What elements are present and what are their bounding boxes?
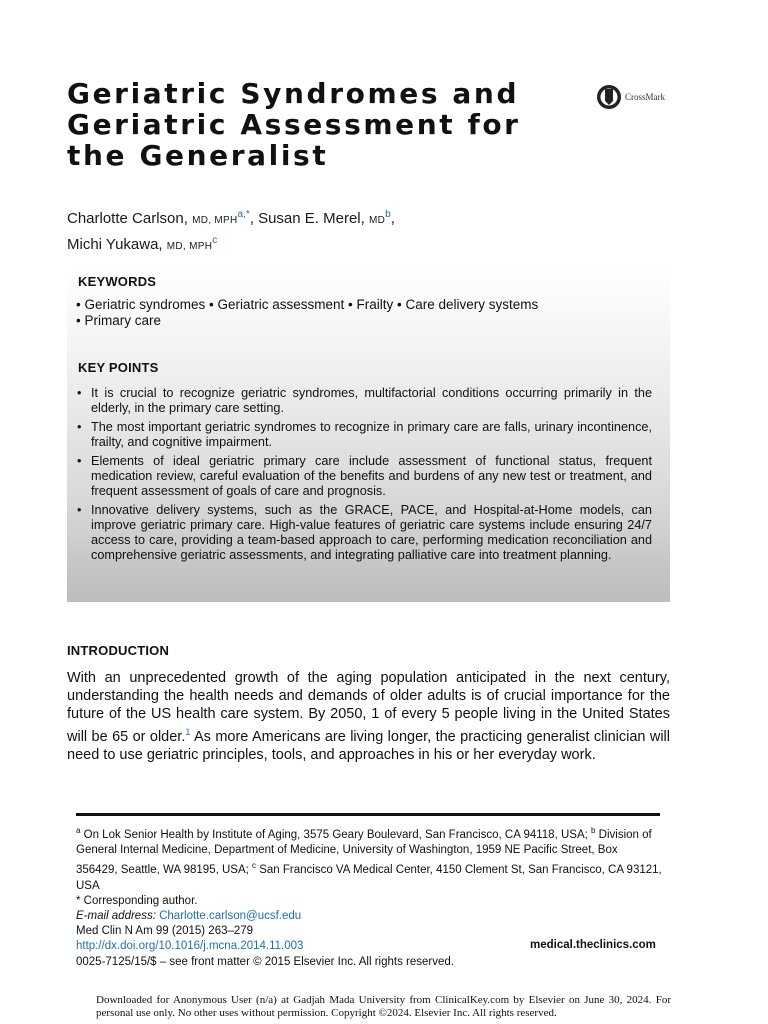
citation-block xyxy=(76,924,454,970)
doi-link[interactable]: http://dx.doi.org/10.1016/j.mcna.2014.11.003 xyxy=(76,940,304,953)
key-points-heading: KEY POINTS xyxy=(78,360,159,375)
title-line: Geriatric Syndromes and xyxy=(67,77,520,110)
affiliations xyxy=(76,823,662,894)
crossmark-badge[interactable] xyxy=(596,84,665,110)
author-affiliation-sup[interactable]: c xyxy=(212,235,218,246)
affiliation-text: San Francisco VA Medical Center, 4150 Clement St, San Francisco, CA 93121, USA xyxy=(76,864,662,892)
email-link[interactable]: Charlotte.carlson@ucsf.edu xyxy=(159,910,302,923)
keywords-line: • Primary care xyxy=(76,313,161,328)
author-list: Charlotte Carlson, MD, $MPH^{a,*}$, Susan E. Merel, $MD^b$, Michi Yukawa, MD, MPH$^c$ xyxy=(67,209,395,253)
affiliation-text: Division of General Internal Medicine, Department of Medicine, University of Washington, 1959 NE Pacific Street, Box 356429, Seattle, WA 98195, USA; xyxy=(76,828,652,877)
author-degree: MD xyxy=(368,215,386,226)
journal-site[interactable]: medical.theclinics.com xyxy=(530,939,656,951)
introduction-heading: INTRODUCTION xyxy=(67,643,170,658)
article-title xyxy=(67,78,567,171)
keywords-keypoints-box xyxy=(67,267,670,602)
issn-copyright: 0025-7125/15/$ – see front matter © 2015 Elsevier Inc. All rights reserved. xyxy=(76,955,454,968)
key-points-list xyxy=(77,386,652,567)
title-line: Geriatric Assessment for xyxy=(67,108,521,141)
introduction-text: With an unprecedented growth of the aging population anticipated in the next century, understanding the health needs and demands of older adults is of crucial importance for the future of the US health care system. By 2050, 1 of every 5 people living in the United States will be 65 or older. xyxy=(67,670,670,745)
author-degree: MD, MPH xyxy=(192,215,238,226)
keywords-line: • Geriatric syndromes • Geriatric assessment • Frailty • Care delivery systems xyxy=(76,297,539,312)
reference-link[interactable]: 1 xyxy=(185,727,191,737)
crossmark-icon xyxy=(596,84,622,110)
key-point-item: • Elements of ideal geriatric primary care include assessment of functional status, frequent medication review, careful evaluation of the benefits and burdens of any new test or treatment, and frequent assessment of goals of care and prognosis. xyxy=(77,454,652,499)
author-affiliation-sup[interactable]: a,* xyxy=(237,209,250,220)
affiliation-text: On Lok Senior Health by Institute of Aging, 3575 Geary Boulevard, San Francisco, CA 94118, USA; xyxy=(80,828,592,841)
author-name: Susan E. Merel, xyxy=(258,210,365,227)
keywords-list xyxy=(76,297,538,329)
email-line xyxy=(76,909,662,924)
footnote-divider xyxy=(76,813,660,816)
affiliation-sup: c xyxy=(252,861,257,871)
journal-citation: Med Clin N Am 99 (2015) 263–279 xyxy=(76,925,254,937)
corresponding-author: * Corresponding author. xyxy=(76,894,198,907)
title-line: the Generalist xyxy=(67,139,329,172)
introduction-text: As more Americans are living longer, the practicing generalist clinician will need to use geriatric principles, tools, and approaches in his or her everyday work. xyxy=(67,728,671,763)
author-name: Michi Yukawa, xyxy=(67,236,163,253)
author-name: Charlotte Carlson, xyxy=(67,210,188,227)
affiliation-sup: b xyxy=(591,826,596,835)
author-degree: MD, MPH xyxy=(166,241,213,252)
download-notice: Downloaded for Anonymous User (n/a) at Gadjah Mada University from ClinicalKey.com by Elsevier on June 30, 2024. For personal use only. No other uses without permission. Copyright ©2024. Elsevier Inc. All rights reserved. xyxy=(96,994,671,1019)
keywords-heading: KEYWORDS xyxy=(78,274,157,289)
key-point-item: • The most important geriatric syndromes to recognize in primary care are falls, urinary incontinence, frailty, and cognitive impairment. xyxy=(77,420,652,450)
email-label: E-mail address: xyxy=(76,910,156,923)
key-point-item: • It is crucial to recognize geriatric syndromes, multifactorial conditions occurring primarily in the elderly, in the primary care setting. xyxy=(77,386,652,416)
key-point-item: • Innovative delivery systems, such as the GRACE, PACE, and Hospital-at-Home models, can improve geriatric primary care. High-value features of geriatric care systems include ensuring 24/7 access to care, providing a team-based approach to care, performing medication reconciliation and comprehensive geriatric assessments, and integrating palliative care into treatment planning. xyxy=(77,503,652,563)
introduction-paragraph xyxy=(67,669,670,764)
affiliation-sup: a xyxy=(76,826,81,835)
affiliations-footnote xyxy=(76,823,662,924)
crossmark-label: CrossMark xyxy=(625,92,665,102)
author-affiliation-sup[interactable]: b xyxy=(385,209,391,220)
